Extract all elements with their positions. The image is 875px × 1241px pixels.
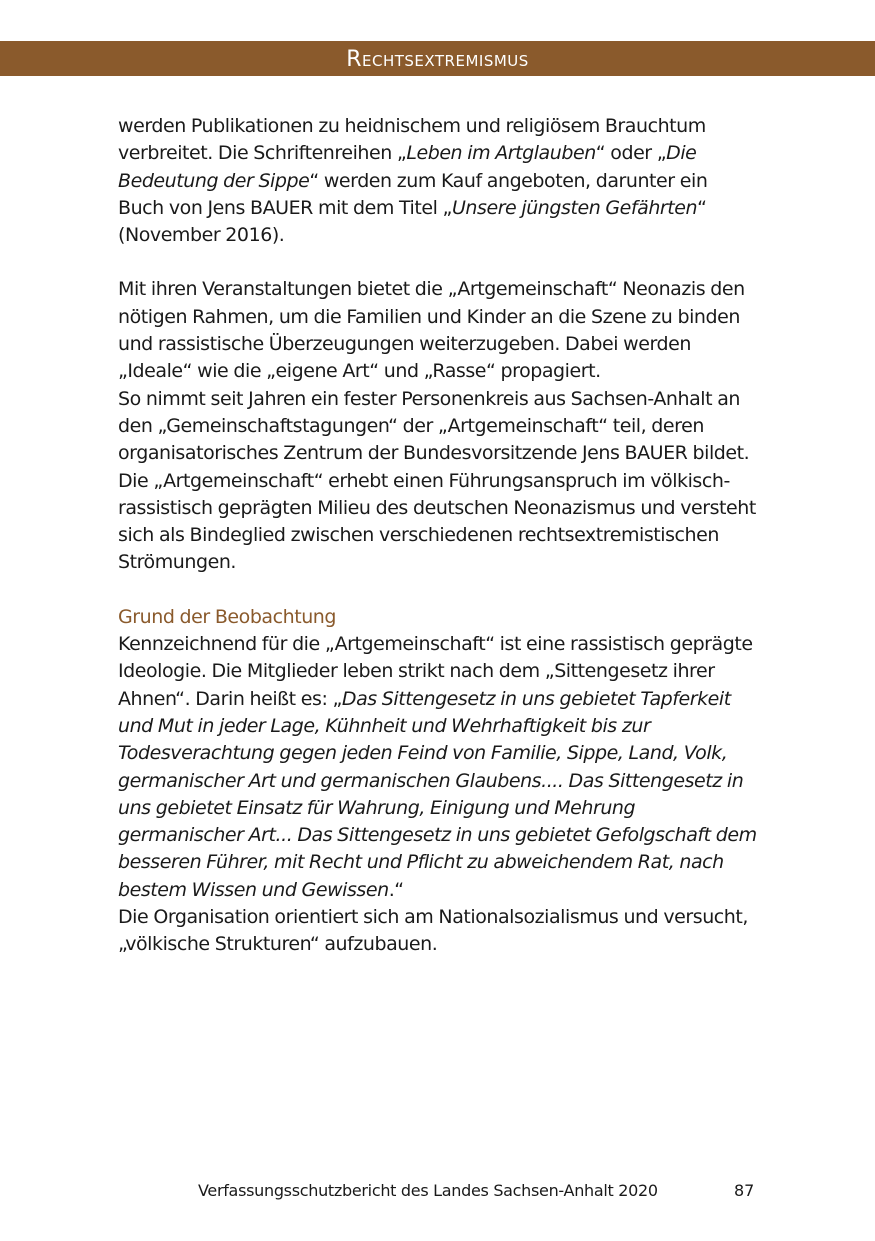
- paragraph-personenkreis: So nimmt seit Jahren ein fester Personenkreis aus Sachsen-Anhalt an den „Gemeinschaftstagungen“ der „Artgemeinschaft“ teil, deren organisatorisches Zentrum der Bundesvorsitzende Jens BAUER bildet. Die „Artgemeinschaft“ erhebt einen Führungsanspruch im völkisch-rassistisch geprägten Milieu des deutschen Neonazismus und versteht sich als Bindeglied zwischen verschiedenen rechtsextremistischen Strömungen.: [118, 387, 756, 574]
- paragraph-publications: [118, 113, 758, 249]
- series-title-artglauben: Leben im Artglauben: [406, 142, 596, 165]
- page-number: 87: [734, 1181, 755, 1200]
- paragraph-events: Mit ihren Veranstaltungen bietet die „Artgemeinschaft“ Neonazis den nötigen Rahmen, um die Familien und Kinder an die Szene zu binden und rassistische Überzeugungen weiterzugeben. Dabei werden „Ideale“ wie die „eigene Art“ und „Rasse“ propagiert.: [118, 278, 745, 383]
- paragraph-ideology-text-2: .“: [388, 878, 404, 901]
- series-title-sippe: Die Bedeutung der Sippe: [118, 142, 697, 192]
- main-content: [118, 113, 758, 959]
- paragraph-gap: [118, 249, 758, 276]
- paragraph-ideology-text-1: Kennzeichnend für die „Artgemeinschaft“ ist eine rassistisch geprägte Ideologie. Die Mitglieder leben strikt nach dem „Sittengesetz ihrer Ahnen“. Darin heißt es: „: [118, 633, 753, 710]
- footer-publication-title: Verfassungsschutzbericht des Landes Sachsen-Anhalt 2020: [198, 1181, 658, 1200]
- section-title: Rechtsextremismus: [346, 47, 529, 72]
- section-heading: Grund der Beobachtung: [118, 605, 337, 628]
- paragraph-publications-text-1: werden Publikationen zu heidnischem und religiösem Brauchtum verbreitet. Die Schriftenreihen „: [118, 115, 706, 165]
- header-bar: [0, 41, 875, 76]
- paragraph-gap: [118, 577, 758, 604]
- paragraph-organisation: Die Organisation orientiert sich am Nationalsozialismus und versucht, „völkische Strukturen“ aufzubauen.: [118, 906, 748, 956]
- paragraph-publications-text-3: “ werden zum Kauf angeboten, darunter ein Buch von Jens BAUER mit dem Titel „: [118, 169, 708, 219]
- paragraph-ideology: [118, 631, 758, 904]
- book-title: Unsere jüngsten Gefährten: [451, 196, 698, 219]
- paragraph-publications-text-4: “ (November 2016).: [118, 196, 707, 247]
- sittengesetz-quote: Das Sittengesetz in uns gebietet Tapferkeit und Mut in jeder Lage, Kühnheit und Wehrhaftigkeit bis zur Todesverachtung gegen jeden Feind von Familie, Sippe, Land, Volk, germanischer Art und germanischen Glaubens.... Das Sittengesetz in uns gebietet Einsatz für Wahrung, Einigung und Mehrung germanischer Art... Das Sittengesetz in uns gebietet Gefolgschaft dem besseren Führer, mit Recht und Pflicht zu abweichendem Rat, nach bestem Wissen und Gewissen: [118, 687, 757, 901]
- paragraph-publications-text-2: “ oder „: [595, 142, 667, 165]
